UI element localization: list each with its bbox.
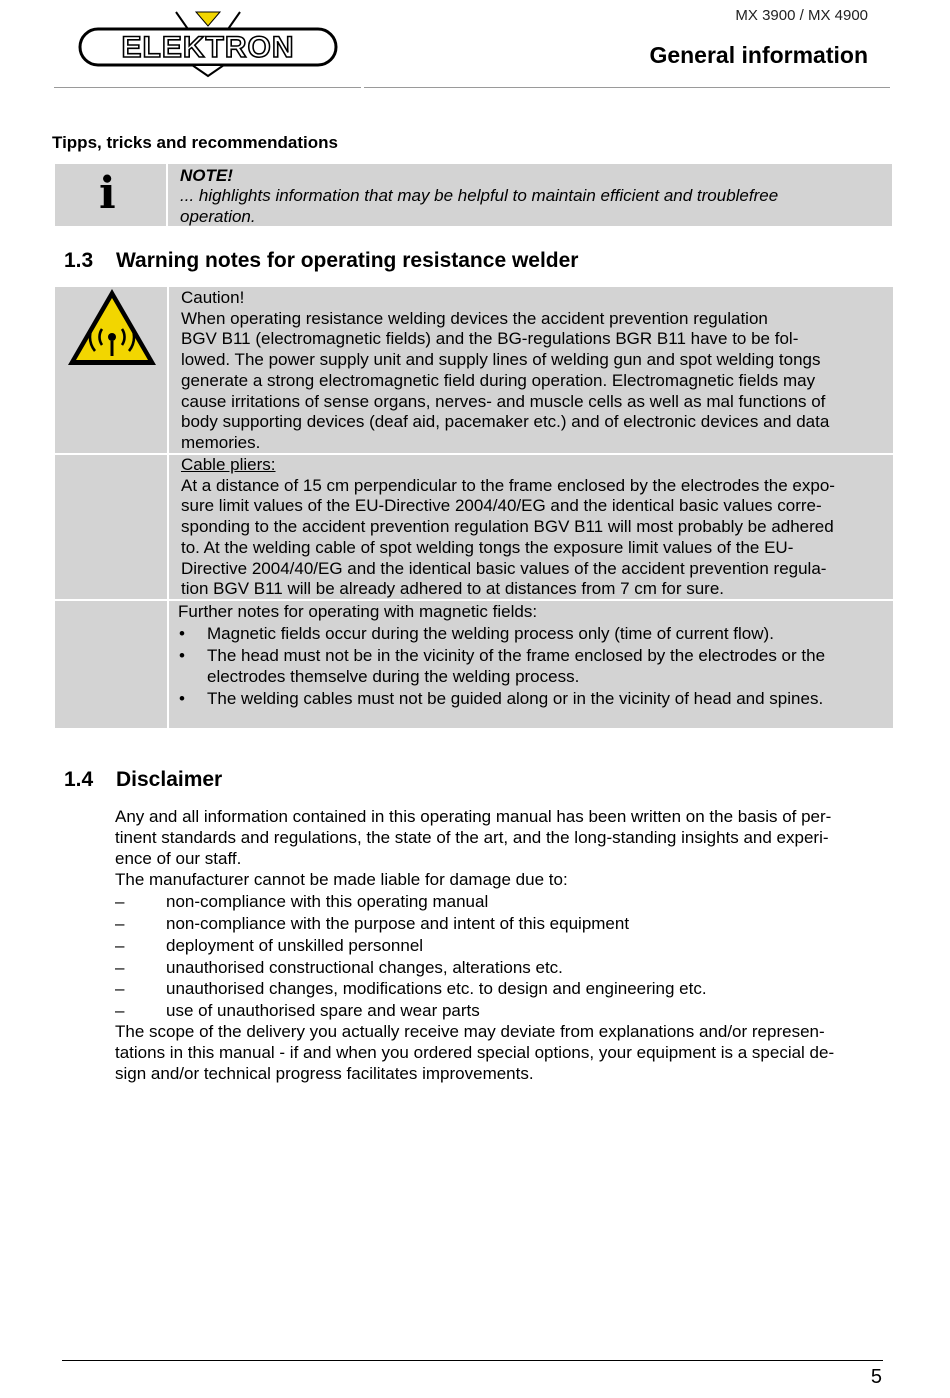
bullet-icon: •: [179, 646, 185, 665]
footer-divider: [62, 1360, 883, 1361]
section-title: Disclaimer: [116, 768, 223, 791]
logo-text: ELEKTRON: [121, 31, 295, 64]
disclaimer-line: The scope of the delivery you actually receive may deviate from explanations and/or represen-: [115, 1022, 825, 1041]
header-divider-left: [54, 87, 361, 88]
caution-line: When operating resistance welding devices the accident prevention regulation: [181, 308, 768, 328]
section-number: 1.4: [64, 768, 94, 791]
further-notes-box: Further notes for operating with magnetic fields: • Magnetic fields occur during the welding process only (time of current flow). • The head must not be in the vicinity of the frame enclosed by the electrodes or the electrodes themselve during the welding process. • The welding cables must not be guided along or in the vicinity of head and spines.: [169, 601, 893, 728]
note-line: ... highlights information that may be helpful to maintain efficient and troublefree: [180, 186, 779, 205]
page-title: General information: [649, 42, 868, 68]
warning-icon-cell: [55, 287, 167, 453]
header-divider-right: [364, 87, 890, 88]
caution-line: memories.: [181, 432, 261, 452]
disclaimer-line: tinent standards and regulations, the state of the art, and the long-standing insights and experi-: [115, 828, 829, 847]
bullet-icon: •: [179, 624, 185, 643]
bullet-icon: •: [179, 689, 185, 708]
caution-line: lowed. The power supply unit and supply lines of welding gun and spot welding tongs: [181, 350, 821, 370]
cable-line: sponding to the accident prevention regulation BGV B11 will most probably be adhered: [181, 517, 834, 537]
caution-line: cause irritations of sense organs, nerves- and muscle cells as well as mal functions of: [181, 391, 826, 411]
caution-line: generate a strong electromagnetic field during operation. Electromagnetic fields may: [181, 370, 816, 390]
section-title: Warning notes for operating resistance welder: [116, 249, 579, 272]
disclaimer-line: ence of our staff.: [115, 849, 242, 868]
note-icon-cell: [55, 164, 166, 226]
disclaimer-line: The manufacturer cannot be made liable for damage due to:: [115, 870, 568, 889]
info-icon: i: [99, 168, 116, 219]
cable-line: to. At the welding cable of spot welding tongs the exposure limit values of the EU-: [181, 537, 794, 557]
cable-line: At a distance of 15 cm perpendicular to the frame enclosed by the electrodes the expo-: [181, 475, 835, 495]
caution-box: [169, 287, 893, 453]
note-label: NOTE!: [180, 166, 233, 185]
model-name: MX 3900 / MX 4900: [735, 7, 868, 24]
warning-icon-cell: [55, 455, 167, 599]
tips-heading: Tipps, tricks and recommendations: [52, 133, 338, 152]
caution-line: BGV B11 (electromagnetic fields) and the BG-regulations BGR B11 have to be fol-: [181, 329, 799, 349]
note-box: [168, 164, 892, 226]
cable-pliers-box: [169, 455, 893, 599]
cable-line: tion BGV B11 will be already adhered to at distances from 7 cm for sure.: [181, 579, 725, 599]
cable-line: Directive 2004/40/EG and the identical basic values of the accident prevention regula-: [181, 558, 827, 578]
elektron-logo: [78, 10, 340, 78]
cable-pliers-label: Cable pliers:: [181, 455, 276, 474]
electromagnetic-warning-icon: [66, 287, 158, 367]
note-line: operation.: [180, 207, 256, 226]
cable-line: sure limit values of the EU-Directive 2004/40/EG and the identical basic values corre-: [181, 496, 822, 516]
further-notes-label: Further notes for operating with magnetic fields:: [178, 602, 538, 621]
disclaimer-line: tations in this manual - if and when you ordered special options, your equipment is a special de-: [115, 1043, 835, 1062]
disclaimer-line: sign and/or technical progress facilitates improvements.: [115, 1064, 534, 1083]
section-number: 1.3: [64, 249, 94, 272]
page-number: 5: [870, 1366, 882, 1388]
disclaimer-line: Any and all information contained in this operating manual has been written on the basis of per-: [115, 807, 832, 826]
caution-line: body supporting devices (deaf aid, pacemaker etc.) and of electronic devices and data: [181, 412, 830, 432]
caution-label: Caution!: [181, 288, 245, 307]
warning-icon-cell: [55, 601, 167, 728]
